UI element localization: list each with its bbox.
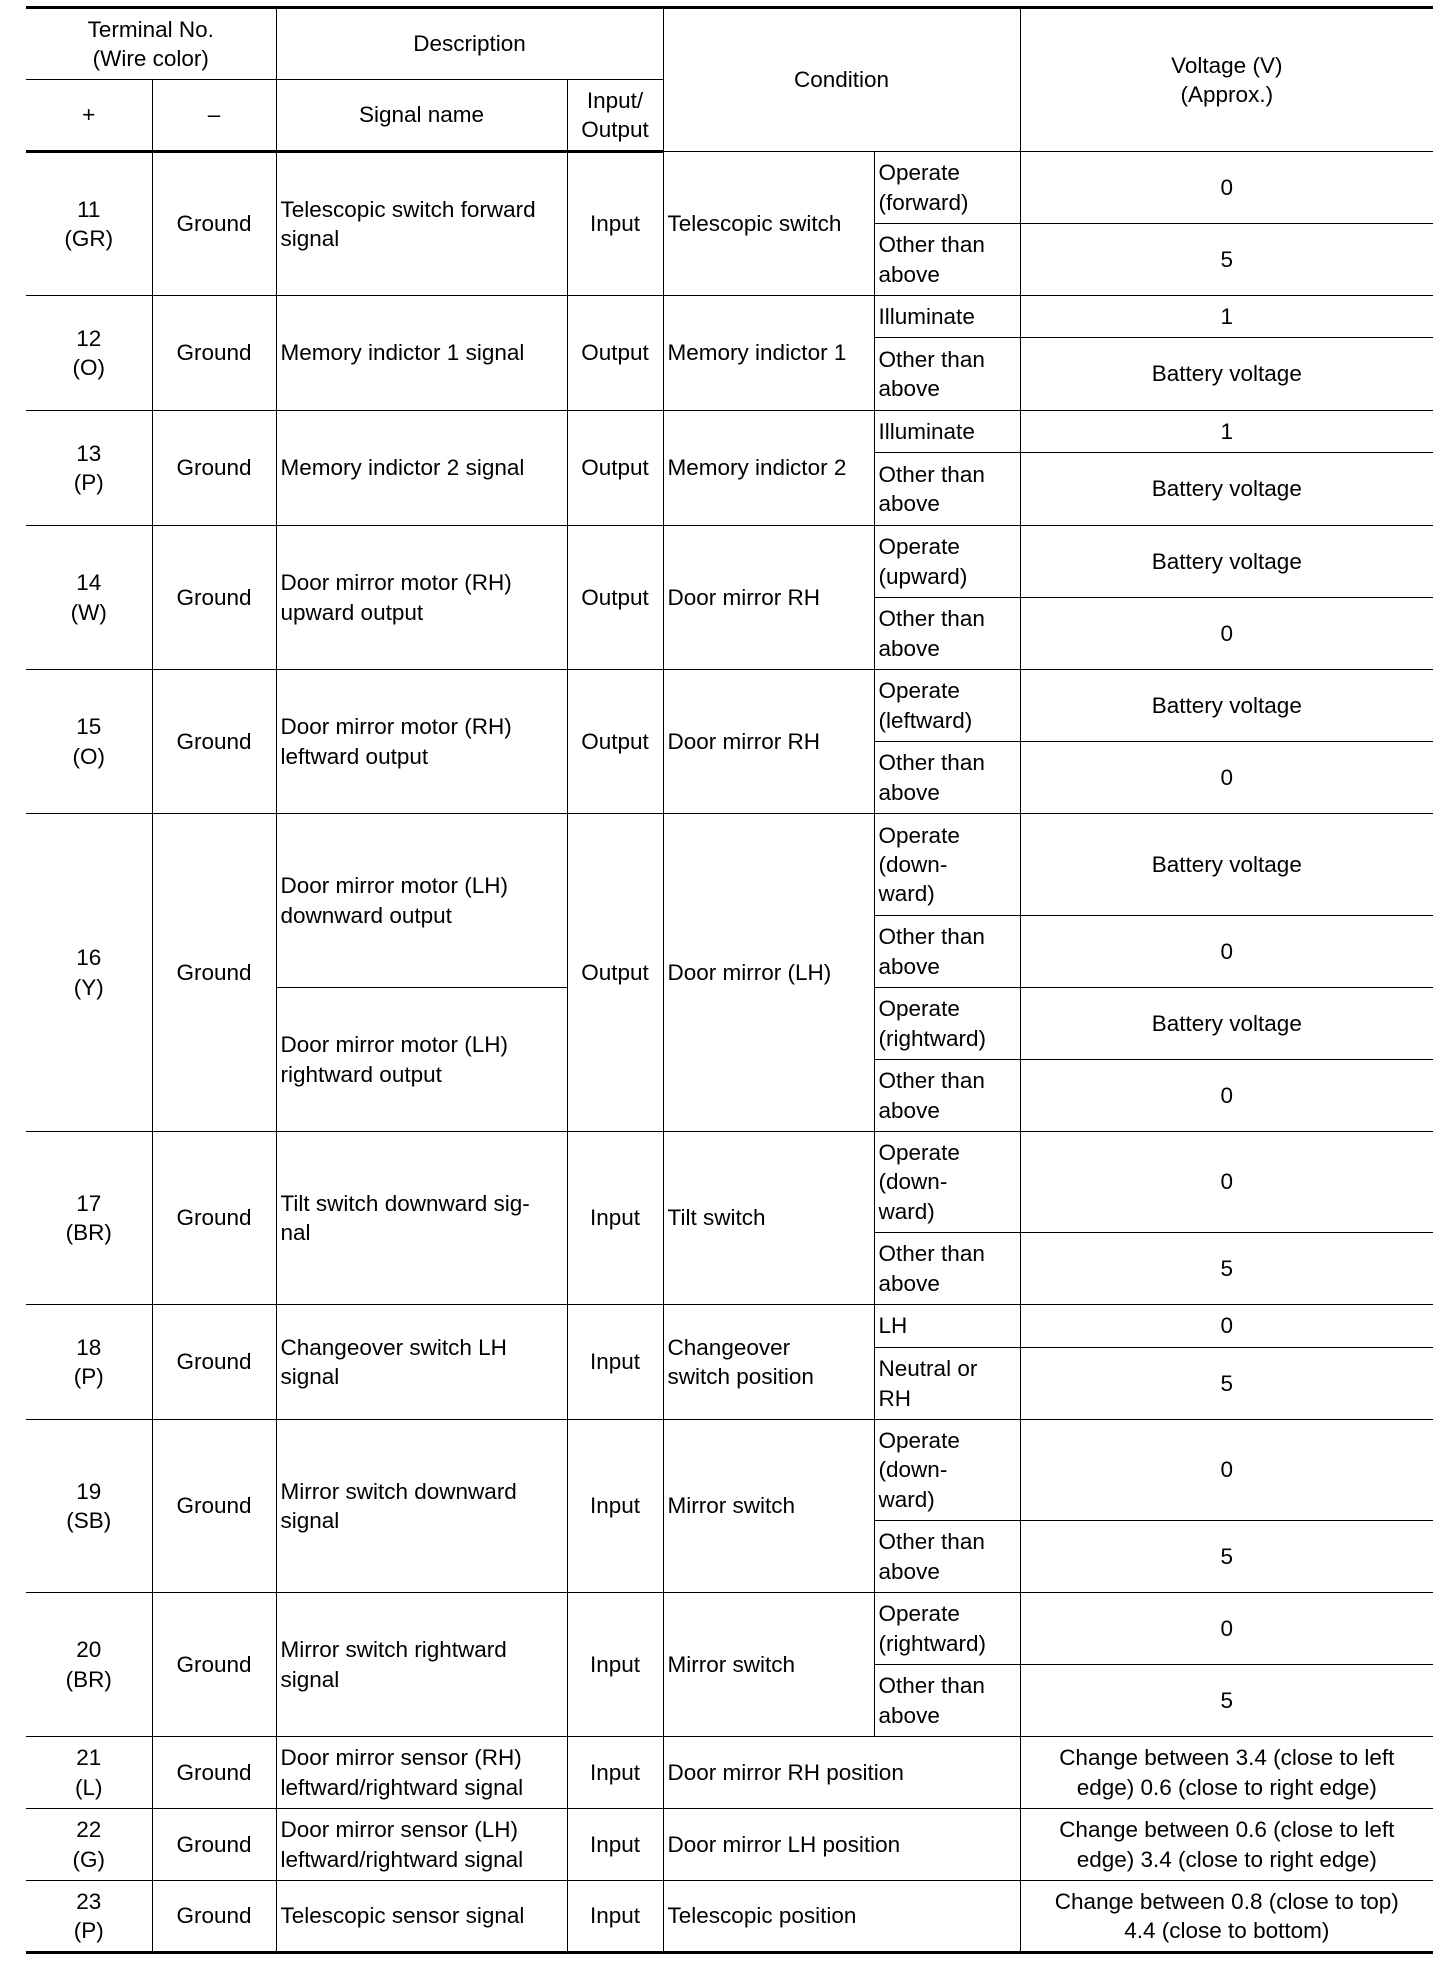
table-row (26, 1305, 1433, 1348)
terminal-cell: 11 (GR) (26, 152, 152, 296)
terminal-cell: 14 (W) (26, 526, 152, 670)
voltage-cell: Battery voltage (1020, 814, 1433, 916)
signal-name-cell: Memory indictor 2 signal (276, 411, 567, 526)
terminal-cell: 19 (SB) (26, 1420, 152, 1593)
voltage-cell: 5 (1020, 224, 1433, 296)
condition-cell: Door mirror RH (663, 526, 874, 670)
signal-name-cell: Tilt switch downward sig- nal (276, 1132, 567, 1305)
io-cell: Input (567, 1881, 663, 1953)
header-plus: + (26, 80, 152, 152)
condition-cell: Memory indictor 1 (663, 296, 874, 411)
io-cell: Output (567, 411, 663, 526)
terminal-cell: 22 (G) (26, 1809, 152, 1881)
voltage-cell: Battery voltage (1020, 670, 1433, 742)
table-row (26, 670, 1433, 742)
condition-cell: Telescopic position (663, 1881, 1020, 1953)
voltage-cell: Battery voltage (1020, 988, 1433, 1060)
voltage-cell: Battery voltage (1020, 453, 1433, 526)
voltage-cell: 0 (1020, 1305, 1433, 1348)
ground-cell: Ground (152, 296, 276, 411)
state-cell: Neutral or RH (874, 1348, 1020, 1420)
io-cell: Output (567, 296, 663, 411)
terminal-cell: 12 (O) (26, 296, 152, 411)
io-cell: Input (567, 1737, 663, 1809)
terminal-cell: 15 (O) (26, 670, 152, 814)
signal-name-cell: Door mirror motor (RH) leftward output (276, 670, 567, 814)
condition-cell: Mirror switch (663, 1420, 874, 1593)
terminal-table (26, 6, 1433, 1954)
ground-cell: Ground (152, 814, 276, 1132)
state-cell: Operate (upward) (874, 526, 1020, 598)
header-input-output: Input/ Output (567, 80, 663, 152)
ground-cell: Ground (152, 1132, 276, 1305)
terminal-cell: 18 (P) (26, 1305, 152, 1420)
ground-cell: Ground (152, 670, 276, 814)
voltage-cell: Change between 3.4 (close to left edge) 0.6 (close to right edge) (1020, 1737, 1433, 1809)
ground-cell: Ground (152, 1737, 276, 1809)
state-cell: Illuminate (874, 411, 1020, 453)
terminal-cell: 13 (P) (26, 411, 152, 526)
state-cell: Other than above (874, 916, 1020, 988)
table-row (26, 1809, 1433, 1881)
signal-name-cell: Telescopic sensor signal (276, 1881, 567, 1953)
voltage-cell: 0 (1020, 598, 1433, 670)
condition-cell: Mirror switch (663, 1593, 874, 1737)
signal-name-cell: Memory indictor 1 signal (276, 296, 567, 411)
ground-cell: Ground (152, 152, 276, 296)
voltage-cell: Change between 0.6 (close to left edge) 3.4 (close to right edge) (1020, 1809, 1433, 1881)
state-cell: LH (874, 1305, 1020, 1348)
condition-cell: Door mirror (LH) (663, 814, 874, 1132)
state-cell: Other than above (874, 453, 1020, 526)
state-cell: Other than above (874, 598, 1020, 670)
table-row (26, 1132, 1433, 1233)
table-row (26, 296, 1433, 338)
state-cell: Operate (down- ward) (874, 1420, 1020, 1521)
ground-cell: Ground (152, 1305, 276, 1420)
signal-name-cell: Door mirror sensor (LH) leftward/rightward signal (276, 1809, 567, 1881)
table-row (26, 1881, 1433, 1953)
condition-cell: Telescopic switch (663, 152, 874, 296)
terminal-cell: 17 (BR) (26, 1132, 152, 1305)
state-cell: Other than above (874, 1060, 1020, 1132)
voltage-cell: Battery voltage (1020, 526, 1433, 598)
condition-cell: Door mirror RH (663, 670, 874, 814)
condition-cell: Door mirror RH position (663, 1737, 1020, 1809)
state-cell: Other than above (874, 338, 1020, 411)
state-cell: Other than above (874, 742, 1020, 814)
voltage-cell: 5 (1020, 1348, 1433, 1420)
ground-cell: Ground (152, 1420, 276, 1593)
state-cell: Operate (leftward) (874, 670, 1020, 742)
signal-name-cell: Changeover switch LH signal (276, 1305, 567, 1420)
condition-cell: Changeover switch position (663, 1305, 874, 1420)
header-signal-name: Signal name (276, 80, 567, 152)
voltage-cell: 1 (1020, 411, 1433, 453)
io-cell: Input (567, 1420, 663, 1593)
ground-cell: Ground (152, 411, 276, 526)
voltage-cell: 0 (1020, 1420, 1433, 1521)
signal-name-cell: Door mirror motor (RH) upward output (276, 526, 567, 670)
voltage-cell: Battery voltage (1020, 338, 1433, 411)
table-row (26, 152, 1433, 224)
voltage-cell: 0 (1020, 916, 1433, 988)
signal-name-cell: Mirror switch rightward signal (276, 1593, 567, 1737)
table-row (26, 411, 1433, 453)
io-cell: Output (567, 814, 663, 1132)
table-row (26, 814, 1433, 916)
ground-cell: Ground (152, 1809, 276, 1881)
state-cell: Operate (down- ward) (874, 814, 1020, 916)
table-row (26, 1737, 1433, 1809)
state-cell: Other than above (874, 1233, 1020, 1305)
table-row (26, 526, 1433, 598)
voltage-cell: 5 (1020, 1665, 1433, 1737)
header-voltage: Voltage (V) (Approx.) (1020, 8, 1433, 152)
condition-cell: Tilt switch (663, 1132, 874, 1305)
condition-cell: Memory indictor 2 (663, 411, 874, 526)
signal-name-cell: Door mirror motor (LH) downward output (276, 814, 567, 988)
state-cell: Operate (rightward) (874, 988, 1020, 1060)
state-cell: Operate (down- ward) (874, 1132, 1020, 1233)
signal-name-cell: Mirror switch downward signal (276, 1420, 567, 1593)
state-cell: Other than above (874, 1665, 1020, 1737)
state-cell: Operate (forward) (874, 152, 1020, 224)
header-condition: Condition (663, 8, 1020, 152)
io-cell: Input (567, 152, 663, 296)
terminal-cell: 23 (P) (26, 1881, 152, 1953)
signal-name-cell: Door mirror motor (LH) rightward output (276, 988, 567, 1132)
ground-cell: Ground (152, 1593, 276, 1737)
terminal-cell: 20 (BR) (26, 1593, 152, 1737)
voltage-cell: 1 (1020, 296, 1433, 338)
state-cell: Other than above (874, 224, 1020, 296)
signal-name-cell: Telescopic switch forward signal (276, 152, 567, 296)
table-row (26, 1420, 1433, 1521)
ground-cell: Ground (152, 1881, 276, 1953)
io-cell: Input (567, 1132, 663, 1305)
state-cell: Illuminate (874, 296, 1020, 338)
header-terminal-no: Terminal No. (Wire color) (26, 8, 276, 80)
voltage-cell: Change between 0.8 (close to top) 4.4 (close to bottom) (1020, 1881, 1433, 1953)
io-cell: Input (567, 1593, 663, 1737)
state-cell: Other than above (874, 1521, 1020, 1593)
state-cell: Operate (rightward) (874, 1593, 1020, 1665)
voltage-cell: 0 (1020, 152, 1433, 224)
header-minus: – (152, 80, 276, 152)
header-description: Description (276, 8, 663, 80)
signal-name-cell: Door mirror sensor (RH) leftward/rightward signal (276, 1737, 567, 1809)
table-row (26, 1593, 1433, 1665)
io-cell: Output (567, 670, 663, 814)
voltage-cell: 0 (1020, 742, 1433, 814)
io-cell: Input (567, 1305, 663, 1420)
condition-cell: Door mirror LH position (663, 1809, 1020, 1881)
voltage-cell: 0 (1020, 1593, 1433, 1665)
voltage-cell: 5 (1020, 1233, 1433, 1305)
voltage-cell: 5 (1020, 1521, 1433, 1593)
terminal-cell: 16 (Y) (26, 814, 152, 1132)
terminal-cell: 21 (L) (26, 1737, 152, 1809)
voltage-cell: 0 (1020, 1060, 1433, 1132)
io-cell: Output (567, 526, 663, 670)
voltage-cell: 0 (1020, 1132, 1433, 1233)
io-cell: Input (567, 1809, 663, 1881)
ground-cell: Ground (152, 526, 276, 670)
